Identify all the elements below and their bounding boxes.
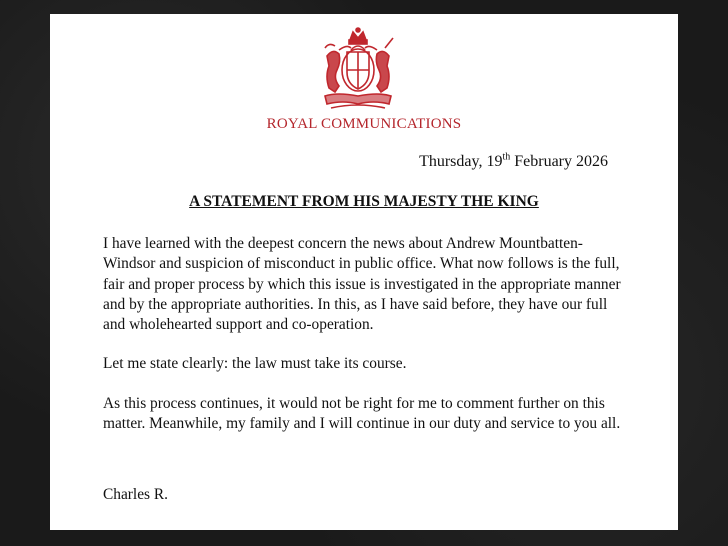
paragraph-2: Let me state clearly: the law must take its course. [103,355,407,373]
statement-document [50,14,678,530]
royal-coat-of-arms-icon [317,26,399,114]
statement-title: A STATEMENT FROM HIS MAJESTY THE KING [189,193,539,210]
letterhead-office: ROYAL COMMUNICATIONS [266,116,462,132]
statement-date [419,153,608,171]
date-prefix: Thursday, 19 [419,153,503,170]
date-rest: February 2026 [510,153,608,170]
paragraph-3: As this process continues, it would not be right for me to comment further on this matter. Meanwhile, my family and I will continue in our duty and service to you all. [103,394,621,433]
paragraph-1: I have learned with the deepest concern the news about Andrew Mountbatten-Windsor and suspicion of misconduct in public office. What now follows is the full, fair and proper process by which this issue is investigated in the appropriate manner and by the appropriate authorities. In this, as I have said before, they have our full and wholehearted support and co-operation. [103,235,621,334]
statement-body [103,234,623,453]
date-ordinal-suffix: th [502,151,511,163]
signature: Charles R. [103,486,168,503]
